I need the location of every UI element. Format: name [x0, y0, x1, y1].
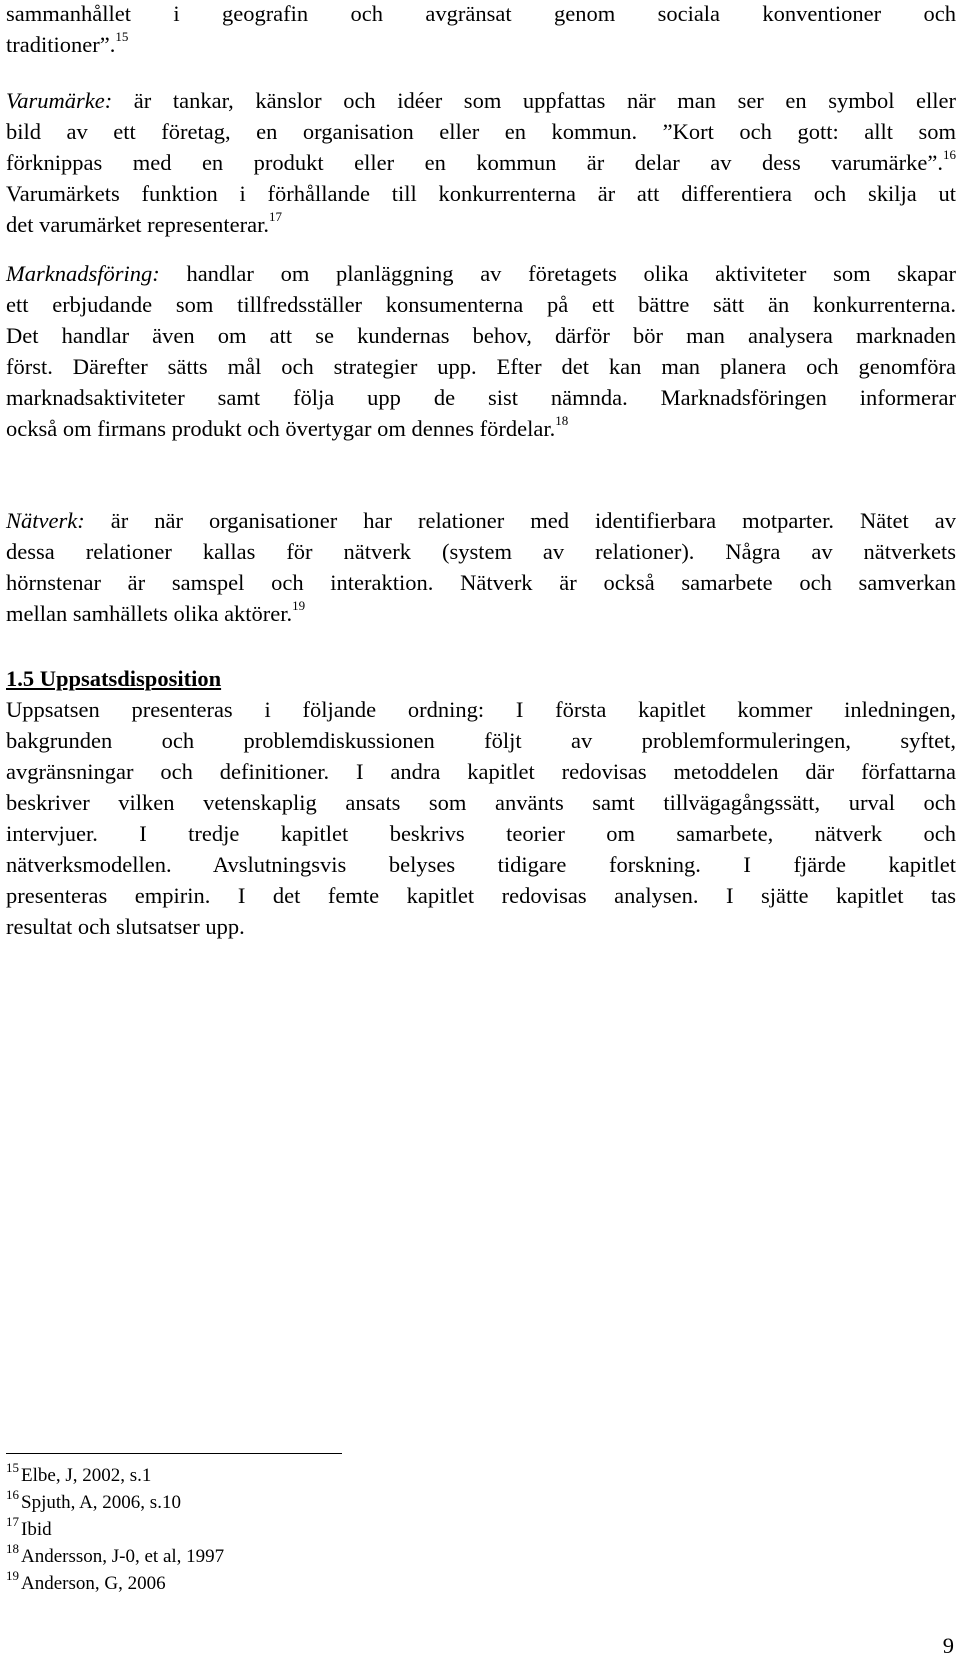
definition-marknadsforing [6, 258, 956, 444]
text-line [6, 147, 956, 178]
text-run: förknippas med en produkt eller en kommun är delar av dess varumärke”. [6, 150, 943, 175]
text-line [6, 536, 956, 567]
text-line [6, 178, 956, 209]
footnote [6, 1567, 606, 1597]
section-heading: 1.5 Uppsatsdisposition [6, 666, 222, 691]
footnote-ref[interactable]: 17 [268, 208, 282, 224]
text-line [6, 725, 956, 756]
footnote-number: 17 [6, 1513, 19, 1529]
footnote-ref[interactable]: 19 [292, 597, 306, 613]
text-line [6, 567, 956, 598]
footnote [6, 1540, 606, 1570]
text-run: traditioner”. [6, 32, 116, 57]
footnote-number: 18 [6, 1540, 19, 1556]
text-line [6, 382, 956, 413]
text-line [6, 413, 956, 444]
footnote-separator [6, 1453, 342, 1454]
text-line [6, 756, 956, 787]
text-line [6, 880, 956, 911]
text-line [6, 818, 956, 849]
intro-paragraph [6, 0, 956, 60]
text-run: först. Därefter sätts mål och strategier upp. Efter det kan man planera och genomföra [6, 354, 956, 379]
text-run: intervjuer. I tredje kapitlet beskrivs teorier om samarbete, nätverk och [6, 821, 956, 846]
definition-term: Marknadsföring: [6, 261, 160, 286]
text-line [6, 0, 956, 29]
text-line [6, 505, 956, 536]
definition-term: Varumärke: [6, 88, 113, 113]
page-number: 9 [942, 1633, 954, 1658]
footnote-text: Elbe, J, 2002, s.1 [21, 1465, 152, 1486]
text-line [6, 289, 956, 320]
footnote-text: Andersson, J-0, et al, 1997 [21, 1546, 225, 1567]
text-run: är tankar, känslor och idéer som uppfattas när man ser en symbol eller [112, 88, 956, 113]
text-line [6, 85, 956, 116]
text-run: resultat och slutsatser upp. [6, 914, 245, 939]
text-line [6, 351, 956, 382]
text-run: bakgrunden och problemdiskussionen följt av problemformuleringen, syftet, [6, 728, 956, 753]
text-line [6, 694, 956, 725]
footnote-ref[interactable]: 18 [555, 412, 569, 428]
footnote-text: Spjuth, A, 2006, s.10 [21, 1492, 181, 1513]
text-run: mellan samhällets olika aktörer. [6, 601, 293, 626]
text-line [6, 787, 956, 818]
definition-term: Nätverk: [6, 508, 85, 533]
section-uppsatsdisposition [6, 663, 956, 942]
text-run: Varumärkets funktion i förhållande till konkurrenterna är att differentiera och skilja ut [6, 181, 956, 206]
text-run: sammanhållet i geografin och avgränsat genom sociala konventioner och [6, 1, 956, 26]
text-run: bild av ett företag, en organisation eller en kommun. ”Kort och gott: allt som [6, 119, 956, 144]
text-run: avgränsningar och definitioner. I andra kapitlet redovisas metoddelen där författarna [6, 759, 956, 784]
footnote-text: Ibid [21, 1519, 52, 1540]
text-run: handlar om planläggning av företagets olika aktiviteter som skapar [159, 261, 956, 286]
text-line [6, 258, 956, 289]
text-run: också om firmans produkt och övertygar om dennes fördelar. [6, 416, 556, 441]
footnote-number: 15 [6, 1459, 19, 1475]
text-run: presenteras empirin. I det femte kapitlet redovisas analysen. I sjätte kapitlet tas [6, 883, 956, 908]
text-run: är när organisationer har relationer med identifierbara motparter. Nätet av [84, 508, 956, 533]
text-run: marknadsaktiviteter samt följa upp de sist nämnda. Marknadsföringen informerar [6, 385, 956, 410]
footnote-ref[interactable]: 15 [115, 28, 129, 44]
footnotes [6, 1459, 606, 1597]
footnote [6, 1513, 606, 1543]
text-line [6, 116, 956, 147]
text-run: ett erbjudande som tillfredsställer konsumenterna på ett bättre sätt än konkurrenterna. [6, 292, 956, 317]
text-run: dessa relationer kallas för nätverk (system av relationer). Några av nätverkets [6, 539, 956, 564]
text-run: Det handlar även om att se kundernas behov, därför bör man analysera marknaden [6, 323, 956, 348]
footnote-number: 16 [6, 1486, 19, 1502]
text-line [6, 29, 956, 60]
text-line [6, 849, 956, 880]
text-run: nätverksmodellen. Avslutningsvis belyses tidigare forskning. I fjärde kapitlet [6, 852, 956, 877]
footnote-number: 19 [6, 1567, 19, 1583]
text-line [6, 911, 956, 942]
footnote-text: Anderson, G, 2006 [21, 1573, 166, 1594]
footnote-ref[interactable]: 16 [943, 146, 956, 162]
text-run: hörnstenar är samspel och interaktion. Nätverk är också samarbete och samverkan [6, 570, 956, 595]
definition-natverk [6, 505, 956, 629]
text-run: det varumärket representerar. [6, 212, 269, 237]
footnote [6, 1486, 606, 1516]
definition-varumarke [6, 85, 956, 240]
text-line [6, 598, 956, 629]
text-run: beskriver vilken vetenskaplig ansats som använts samt tillvägagångssätt, urval och [6, 790, 956, 815]
text-line [6, 320, 956, 351]
footnote [6, 1459, 606, 1489]
text-run: Uppsatsen presenteras i följande ordning: I första kapitlet kommer inledningen, [6, 697, 956, 722]
text-line [6, 209, 956, 240]
